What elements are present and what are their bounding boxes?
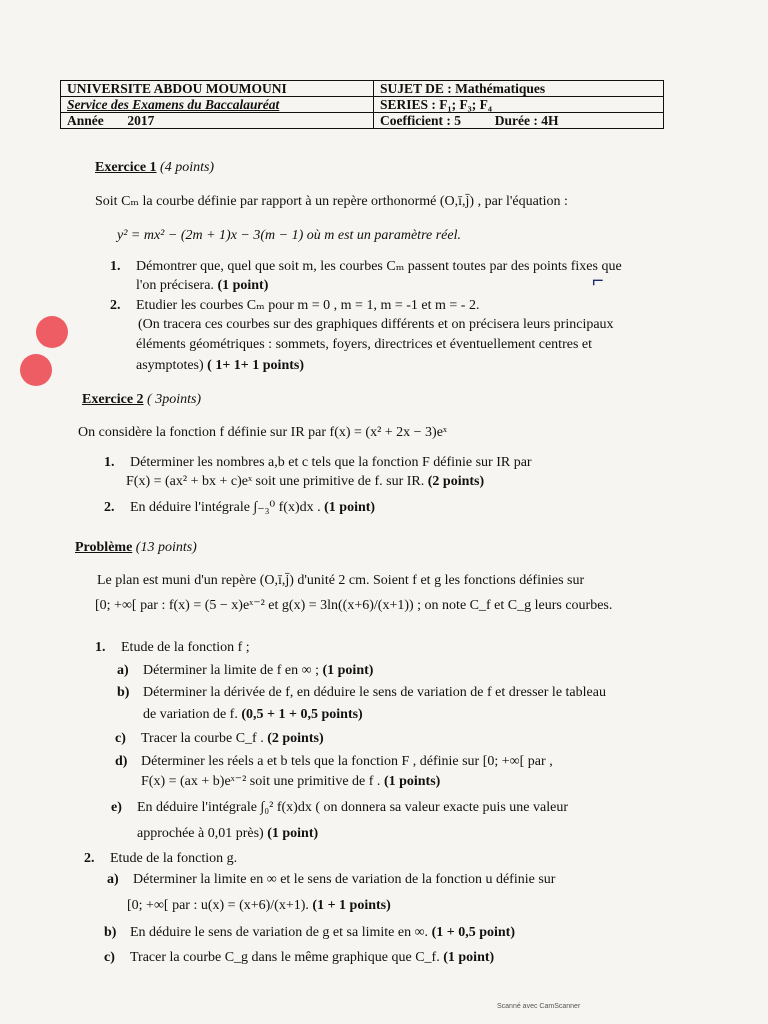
- p1-item-b-cont: [143, 707, 363, 723]
- item-number: 2.: [104, 500, 115, 515]
- item-letter: c): [115, 731, 126, 746]
- item-text: Tracer la courbe C_f .: [141, 731, 264, 746]
- item-text: En déduire le sens de variation de g et sa limite en ∞.: [130, 925, 429, 940]
- item-letter: c): [104, 950, 115, 965]
- item-text: F(x) = (ax² + bx + c)eˣ soit une primitive de f. sur IR.: [126, 474, 425, 489]
- item-number: 1.: [110, 259, 121, 274]
- item-text: Tracer la courbe C_g dans le même graphique que C_f.: [130, 950, 440, 965]
- punch-hole: [36, 316, 68, 348]
- item-letter: d): [115, 754, 128, 769]
- part-title: Etude de la fonction g.: [110, 851, 238, 866]
- ex1-equation: y² = mx² − (2m + 1)x − 3(m − 1) où m est un paramètre réel.: [117, 228, 461, 243]
- item-text: En déduire l'intégrale ∫₋₃⁰ f(x)dx .: [130, 500, 321, 515]
- ex2-item-2: [104, 499, 375, 516]
- p2-item-c: [104, 950, 494, 966]
- part-number: 2.: [84, 851, 95, 866]
- camscanner-stamp: Scanné avec CamScanner: [497, 1003, 581, 1010]
- item-text: Etudier les courbes Cₘ pour m = 0 , m = 1, m = -1 et m = - 2.: [136, 298, 480, 313]
- p2-item-b: [104, 925, 515, 941]
- ex1-item-1-cont: [136, 278, 268, 294]
- header-table: [60, 80, 664, 129]
- coefficient: Coefficient : 5: [380, 113, 461, 128]
- ex1-item-2-l2: (On tracera ces courbes sur des graphiques différents et on précisera leurs principaux: [138, 317, 614, 332]
- prob-points: (13 points): [135, 540, 197, 555]
- p1-item-e: [111, 800, 568, 816]
- year-value: 2017: [127, 113, 155, 128]
- item-text: Déterminer les nombres a,b et c tels que la fonction F définie sur IR par: [130, 455, 532, 470]
- punch-hole: [20, 354, 52, 386]
- ex2-heading: [82, 392, 201, 408]
- p1-item-d-cont: [141, 773, 440, 790]
- item-points: (1 + 1 points): [312, 898, 391, 913]
- item-points: (2 points): [427, 474, 485, 489]
- p1-item-d: [115, 754, 553, 770]
- prob-title: Problème: [75, 540, 133, 555]
- item-letter: b): [104, 925, 117, 940]
- prob-intro-1: Le plan est muni d'un repère (O,ī,j̄) d'unité 2 cm. Soient f et g les fonctions définies sur: [97, 573, 585, 588]
- item-points: (1 point): [443, 950, 495, 965]
- item-number: 2.: [110, 298, 121, 313]
- year-label: Année: [67, 113, 104, 128]
- ex2-intro: On considère la fonction f définie sur IR par f(x) = (x² + 2x − 3)eˣ: [78, 425, 447, 440]
- ex1-item-1: [110, 258, 622, 275]
- item-points: (1 + 0,5 point): [431, 925, 515, 940]
- series: SERIES : F₁; F₃; F₄: [374, 97, 664, 113]
- item-text: Déterminer les réels a et b tels que la fonction F , définie sur [0; +∞[ par ,: [141, 754, 553, 769]
- item-text: Déterminer la limite en ∞ et le sens de variation de la fonction u définie sur: [133, 872, 556, 887]
- ex1-item-2: [110, 297, 479, 314]
- item-text: Démontrer que, quel que soit m, les courbes Cₘ passent toutes par des points fixes que: [136, 259, 622, 274]
- duration: Durée : 4H: [494, 113, 559, 128]
- p1-item-a: [117, 663, 373, 679]
- ex2-points: ( 3points): [147, 392, 202, 407]
- ex2-item-1: [104, 455, 532, 471]
- item-points: (1 point): [322, 663, 374, 678]
- item-points: (1 point): [324, 500, 376, 515]
- item-text: En déduire l'intégrale ∫₀² f(x)dx ( on donnera sa valeur exacte puis une valeur: [137, 800, 568, 815]
- item-letter: a): [107, 872, 119, 887]
- ex1-item-2-l3: éléments géométriques : sommets, foyers, directrices et éventuellement centres et: [136, 337, 592, 352]
- prob-heading: [75, 540, 197, 556]
- item-number: 1.: [104, 455, 115, 470]
- item-text: l'on précisera.: [136, 278, 214, 293]
- ex1-item-2-l4: [136, 358, 304, 374]
- item-text: de variation de f.: [143, 707, 238, 722]
- item-letter: b): [117, 685, 130, 700]
- item-letter: a): [117, 663, 129, 678]
- item-text: F(x) = (ax + b)eˣ⁻² soit une primitive de f .: [141, 774, 381, 789]
- ex2-item-1-cont: [126, 474, 484, 490]
- subject: SUJET DE : Mathématiques: [374, 81, 664, 97]
- item-text: Déterminer la limite de f en ∞ ;: [143, 663, 319, 678]
- item-text: Déterminer la dérivée de f, en déduire le sens de variation de f et dresser le tableau: [143, 685, 606, 700]
- part-title: Etude de la fonction f ;: [121, 640, 250, 655]
- item-points: ( 1+ 1+ 1 points): [207, 358, 305, 373]
- item-text: asymptotes): [136, 358, 204, 373]
- p2-item-a: [107, 872, 555, 888]
- prob-part-2: [84, 851, 237, 867]
- ex2-title: Exercice 2: [82, 392, 144, 407]
- p1-item-e-cont: [137, 826, 318, 842]
- p1-item-b: [117, 685, 606, 701]
- ex1-intro: Soit Cₘ la courbe définie par rapport à un repère orthonormé (O,ī,j̄) , par l'équation :: [95, 194, 568, 209]
- prob-intro-2: [0; +∞[ par : f(x) = (5 − x)eˣ⁻² et g(x) = 3ln((x+6)/(x+1)) ; on note C_f et C_g leurs courbes.: [95, 598, 613, 613]
- pen-mark: ⌐: [592, 270, 604, 292]
- university-name: UNIVERSITE ABDOU MOUMOUNI: [61, 81, 374, 97]
- ex1-heading: [95, 160, 214, 176]
- ex1-points: (4 points): [160, 160, 215, 175]
- p2-item-a-cont: [127, 898, 391, 914]
- item-text: approchée à 0,01 près): [137, 826, 264, 841]
- item-text: [0; +∞[ par : u(x) = (x+6)/(x+1).: [127, 898, 309, 913]
- service-name: Service des Examens du Baccalauréat: [61, 97, 374, 113]
- item-points: (1 point): [217, 278, 269, 293]
- p1-item-c: [115, 731, 324, 747]
- coef-duration-cell: [374, 113, 664, 129]
- item-points: (1 point): [267, 826, 319, 841]
- part-number: 1.: [95, 640, 106, 655]
- ex1-title: Exercice 1: [95, 160, 157, 175]
- item-points: (1 points): [383, 774, 441, 789]
- item-letter: e): [111, 800, 122, 815]
- item-points: (2 points): [267, 731, 324, 746]
- item-points: (0,5 + 1 + 0,5 points): [241, 707, 363, 722]
- prob-part-1: [95, 640, 250, 656]
- year-cell: [61, 113, 374, 129]
